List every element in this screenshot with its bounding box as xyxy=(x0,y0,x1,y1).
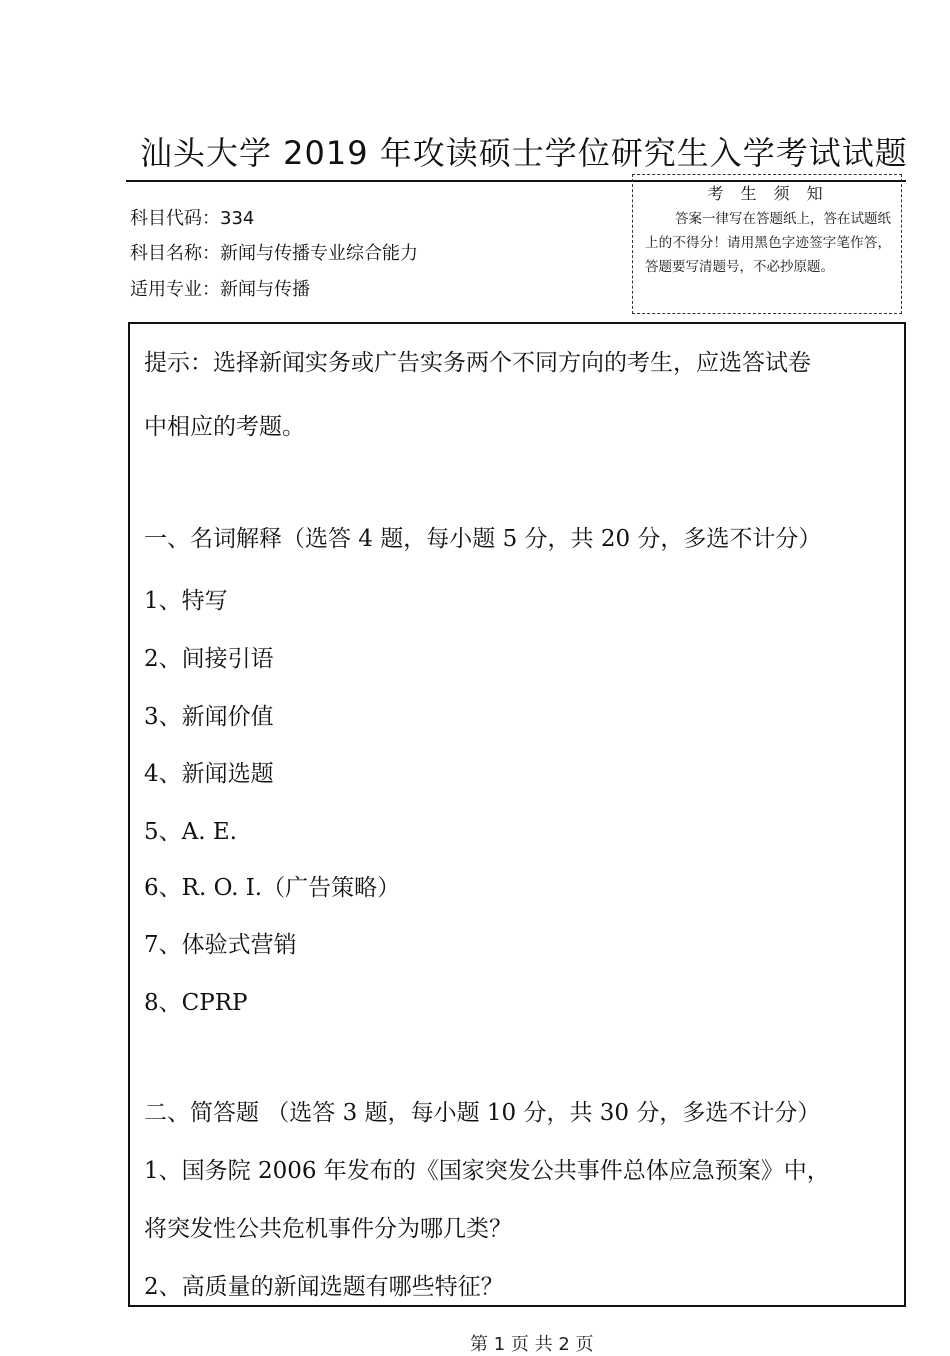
notice-body: 答案一律写在答题纸上，答在试题纸上的不得分！请用黑色字迹签字笔作答，答题要写清题号，不必抄原题。 xyxy=(645,211,891,275)
question-2-2: 2、高质量的新闻选题有哪些特征？ xyxy=(144,1274,504,1300)
subject-name: 科目名称：新闻与传播专业综合能力 xyxy=(130,243,418,264)
page-number: 第 1 页 共 2 页 xyxy=(470,1334,594,1355)
hint-line-1: 提示：选择新闻实务或广告实务两个不同方向的考生，应选答试卷 xyxy=(144,350,811,376)
list-item: 1、特写 xyxy=(144,588,228,614)
list-item: 7、体验式营销 xyxy=(144,932,297,958)
list-item: 2、间接引语 xyxy=(144,646,274,672)
subject-code: 科目代码：334 xyxy=(130,208,255,229)
section2-heading: 二、简答题 （选答 3 题，每小题 10 分，共 30 分，多选不计分） xyxy=(144,1100,821,1126)
exam-title: 汕头大学 2019 年攻读硕士学位研究生入学考试试题 xyxy=(140,134,908,172)
list-item: 3、新闻价值 xyxy=(144,704,274,730)
hint-line-2: 中相应的考题。 xyxy=(144,414,305,440)
question-2-1-line-1: 1、国务院 2006 年发布的《国家突发公共事件总体应急预案》中， xyxy=(144,1158,830,1184)
candidate-notice-box xyxy=(632,174,902,314)
exam-content-box xyxy=(128,322,906,1307)
list-item: 5、A. E. xyxy=(144,819,237,845)
list-item: 8、CPRP xyxy=(144,990,248,1016)
applicable-major: 适用专业：新闻与传播 xyxy=(130,279,310,300)
list-item: 6、R. O. I.（广告策略） xyxy=(144,875,401,901)
list-item: 4、新闻选题 xyxy=(144,761,274,787)
notice-title: 考 生 须 知 xyxy=(707,184,829,203)
section1-heading: 一、名词解释（选答 4 题，每小题 5 分，共 20 分，多选不计分） xyxy=(144,526,822,552)
question-2-1-line-2: 将突发性公共危机事件分为哪几类？ xyxy=(144,1216,512,1242)
